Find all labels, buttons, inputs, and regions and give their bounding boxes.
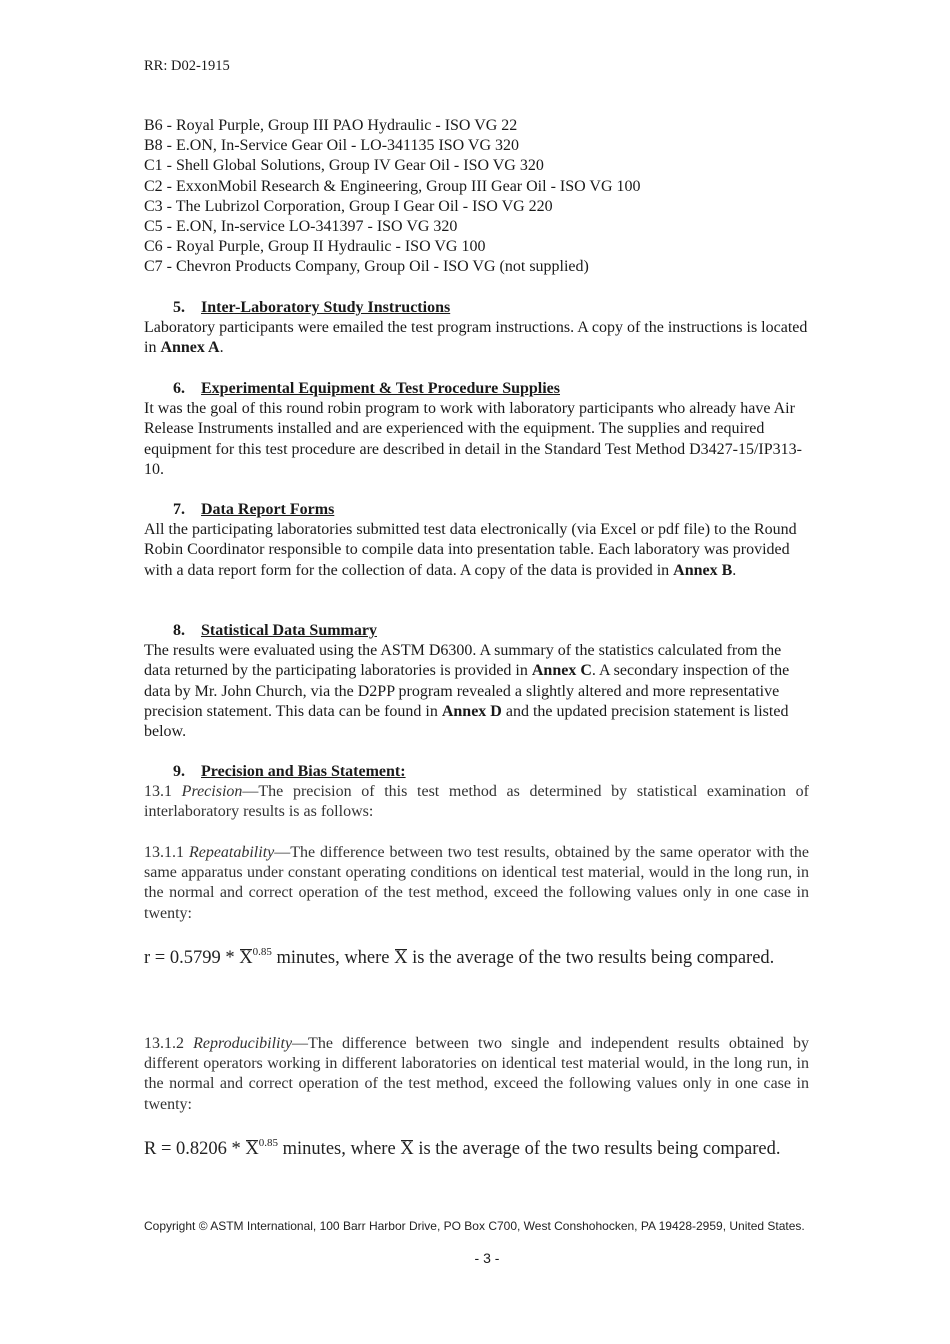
report-reference: RR: D02-1915 [144,58,230,74]
section-body [144,318,809,358]
section-number: 7. [173,501,185,518]
formula-exponent: 0.85 [252,946,272,958]
section-heading [144,762,809,782]
section-number: 8. [173,622,185,639]
annex-ref: Annex D [441,702,502,720]
x-bar-symbol: X [394,948,408,968]
clause-number: 13.1.2 [144,1035,194,1052]
reproducibility-formula [144,1133,809,1159]
section-heading [144,621,809,641]
section-data-report-forms [144,500,809,581]
list-item: C3 - The Lubrizol Corporation, Group I Gear Oil - ISO VG 220 [144,197,553,215]
section-instructions [144,298,809,359]
body-text: . A secondary inspection of the data by Mr. John Church, via the D2PP program revealed a slightly altered and more representative precision statement. This data can be found in [144,662,790,720]
clause-term: Reproducibility [193,1035,293,1052]
body-text: and the updated precision statement is listed below. [144,702,789,741]
body-text: All the participating laboratories submitted test data electronically (via Excel or pdf file) to the Round Robin Coordinator responsible to compile data into presentation table. Each laboratory was provided with a data report form for the collection of data. A copy of the data is provided in [144,521,797,579]
body-text: . [219,339,224,357]
annex-ref: Annex A [160,339,220,357]
copyright-footer: Copyright © ASTM International, 100 Barr Harbor Drive, PO Box C700, West Conshohocken, PA 19428-2959, United States. [144,1219,805,1233]
section-heading [144,298,809,318]
clause-number: 13.1 [144,783,182,801]
body-text: Laboratory participants were emailed the test program instructions. A copy of the instructions is located in [144,319,808,357]
list-item: C6 - Royal Purple, Group II Hydraulic - ISO VG 100 [144,238,486,256]
formula-lhs: r = 0.5799 * [144,948,240,968]
list-item: C1 - Shell Global Solutions, Group IV Gear Oil - ISO VG 320 [144,157,544,175]
section-body [144,641,809,742]
page-number: - 3 - [474,1250,500,1266]
list-item: B8 - E.ON, In-Service Gear Oil - LO-341135 ISO VG 320 [144,137,520,155]
list-item: C5 - E.ON, In-service LO-341397 - ISO VG 320 [144,218,458,236]
formula-exponent: 0.85 [258,1137,279,1149]
body-text: . [732,561,737,579]
section-number: 5. [173,299,185,316]
x-bar-symbol: X [245,1139,259,1159]
section-heading [144,379,809,399]
body-text: —The precision of this test method as determined by statistical examination of interlaboratory results is as follows: [144,783,810,821]
clause-term: Repeatability [188,844,275,861]
section-equipment [144,379,809,480]
section-title: Data Report Forms [201,501,335,518]
section-body: It was the goal of this round robin program to work with laboratory participants who already have Air Release Instruments installed and are experienced with the equipment. The supplies and required equipment for this test procedure are described in detail in the Standard Test Method D3427-15/IP313-10. [144,400,802,478]
section-title: Experimental Equipment & Test Procedure Supplies [201,380,560,397]
repeatability-paragraph [144,843,809,924]
clause-term: Precision [181,783,243,801]
section-number: 6. [173,380,185,397]
section-precision-bias [144,762,809,823]
formula-text: minutes, where [271,948,395,968]
body-text: The results were evaluated using the ASTM D6300. A summary of the statistics calculated from the data returned by the participating laboratories is provided in [144,642,782,680]
repeatability-formula [144,942,809,968]
x-bar-symbol: X [239,948,253,968]
annex-ref: Annex B [673,561,733,579]
list-item: B6 - Royal Purple, Group III PAO Hydraulic - ISO VG 22 [144,117,518,134]
clause-number: 13.1.1 [144,844,189,861]
section-statistical-summary [144,621,809,742]
section-heading [144,500,809,520]
list-item: C2 - ExxonMobil Research & Engineering, Group III Gear Oil - ISO VG 100 [144,177,641,195]
formula-lhs: R = 0.8206 * [144,1139,246,1159]
x-bar-symbol: X [400,1139,414,1159]
body-text: —The difference between two single and independent results obtained by different operators working in different laboratories on identical test material would, in the long run, in the normal and correct operation of the test method, exceed the following values only in one case in twenty: [144,1035,810,1113]
formula-text: minutes, where [278,1139,401,1159]
section-title: Statistical Data Summary [201,622,377,639]
section-body [144,520,809,581]
body-text: —The difference between two test results, obtained by the same operator with the same apparatus under constant operating conditions on identical test material, would in the long run, in the normal and correct operation of the test method, exceed the following values only in one case in twenty: [144,844,810,922]
formula-text: is the average of the two results being compared. [407,948,775,968]
reproducibility-paragraph [144,1034,809,1115]
materials-list [144,116,809,278]
formula-text: is the average of the two results being compared. [413,1139,781,1159]
section-title: Inter-Laboratory Study Instructions [201,299,451,316]
precision-paragraph [144,782,809,822]
list-item: C7 - Chevron Products Company, Group Oil - ISO VG (not supplied) [144,258,589,276]
annex-ref: Annex C [531,662,592,680]
section-title: Precision and Bias Statement: [201,763,406,780]
section-number: 9. [173,763,185,780]
